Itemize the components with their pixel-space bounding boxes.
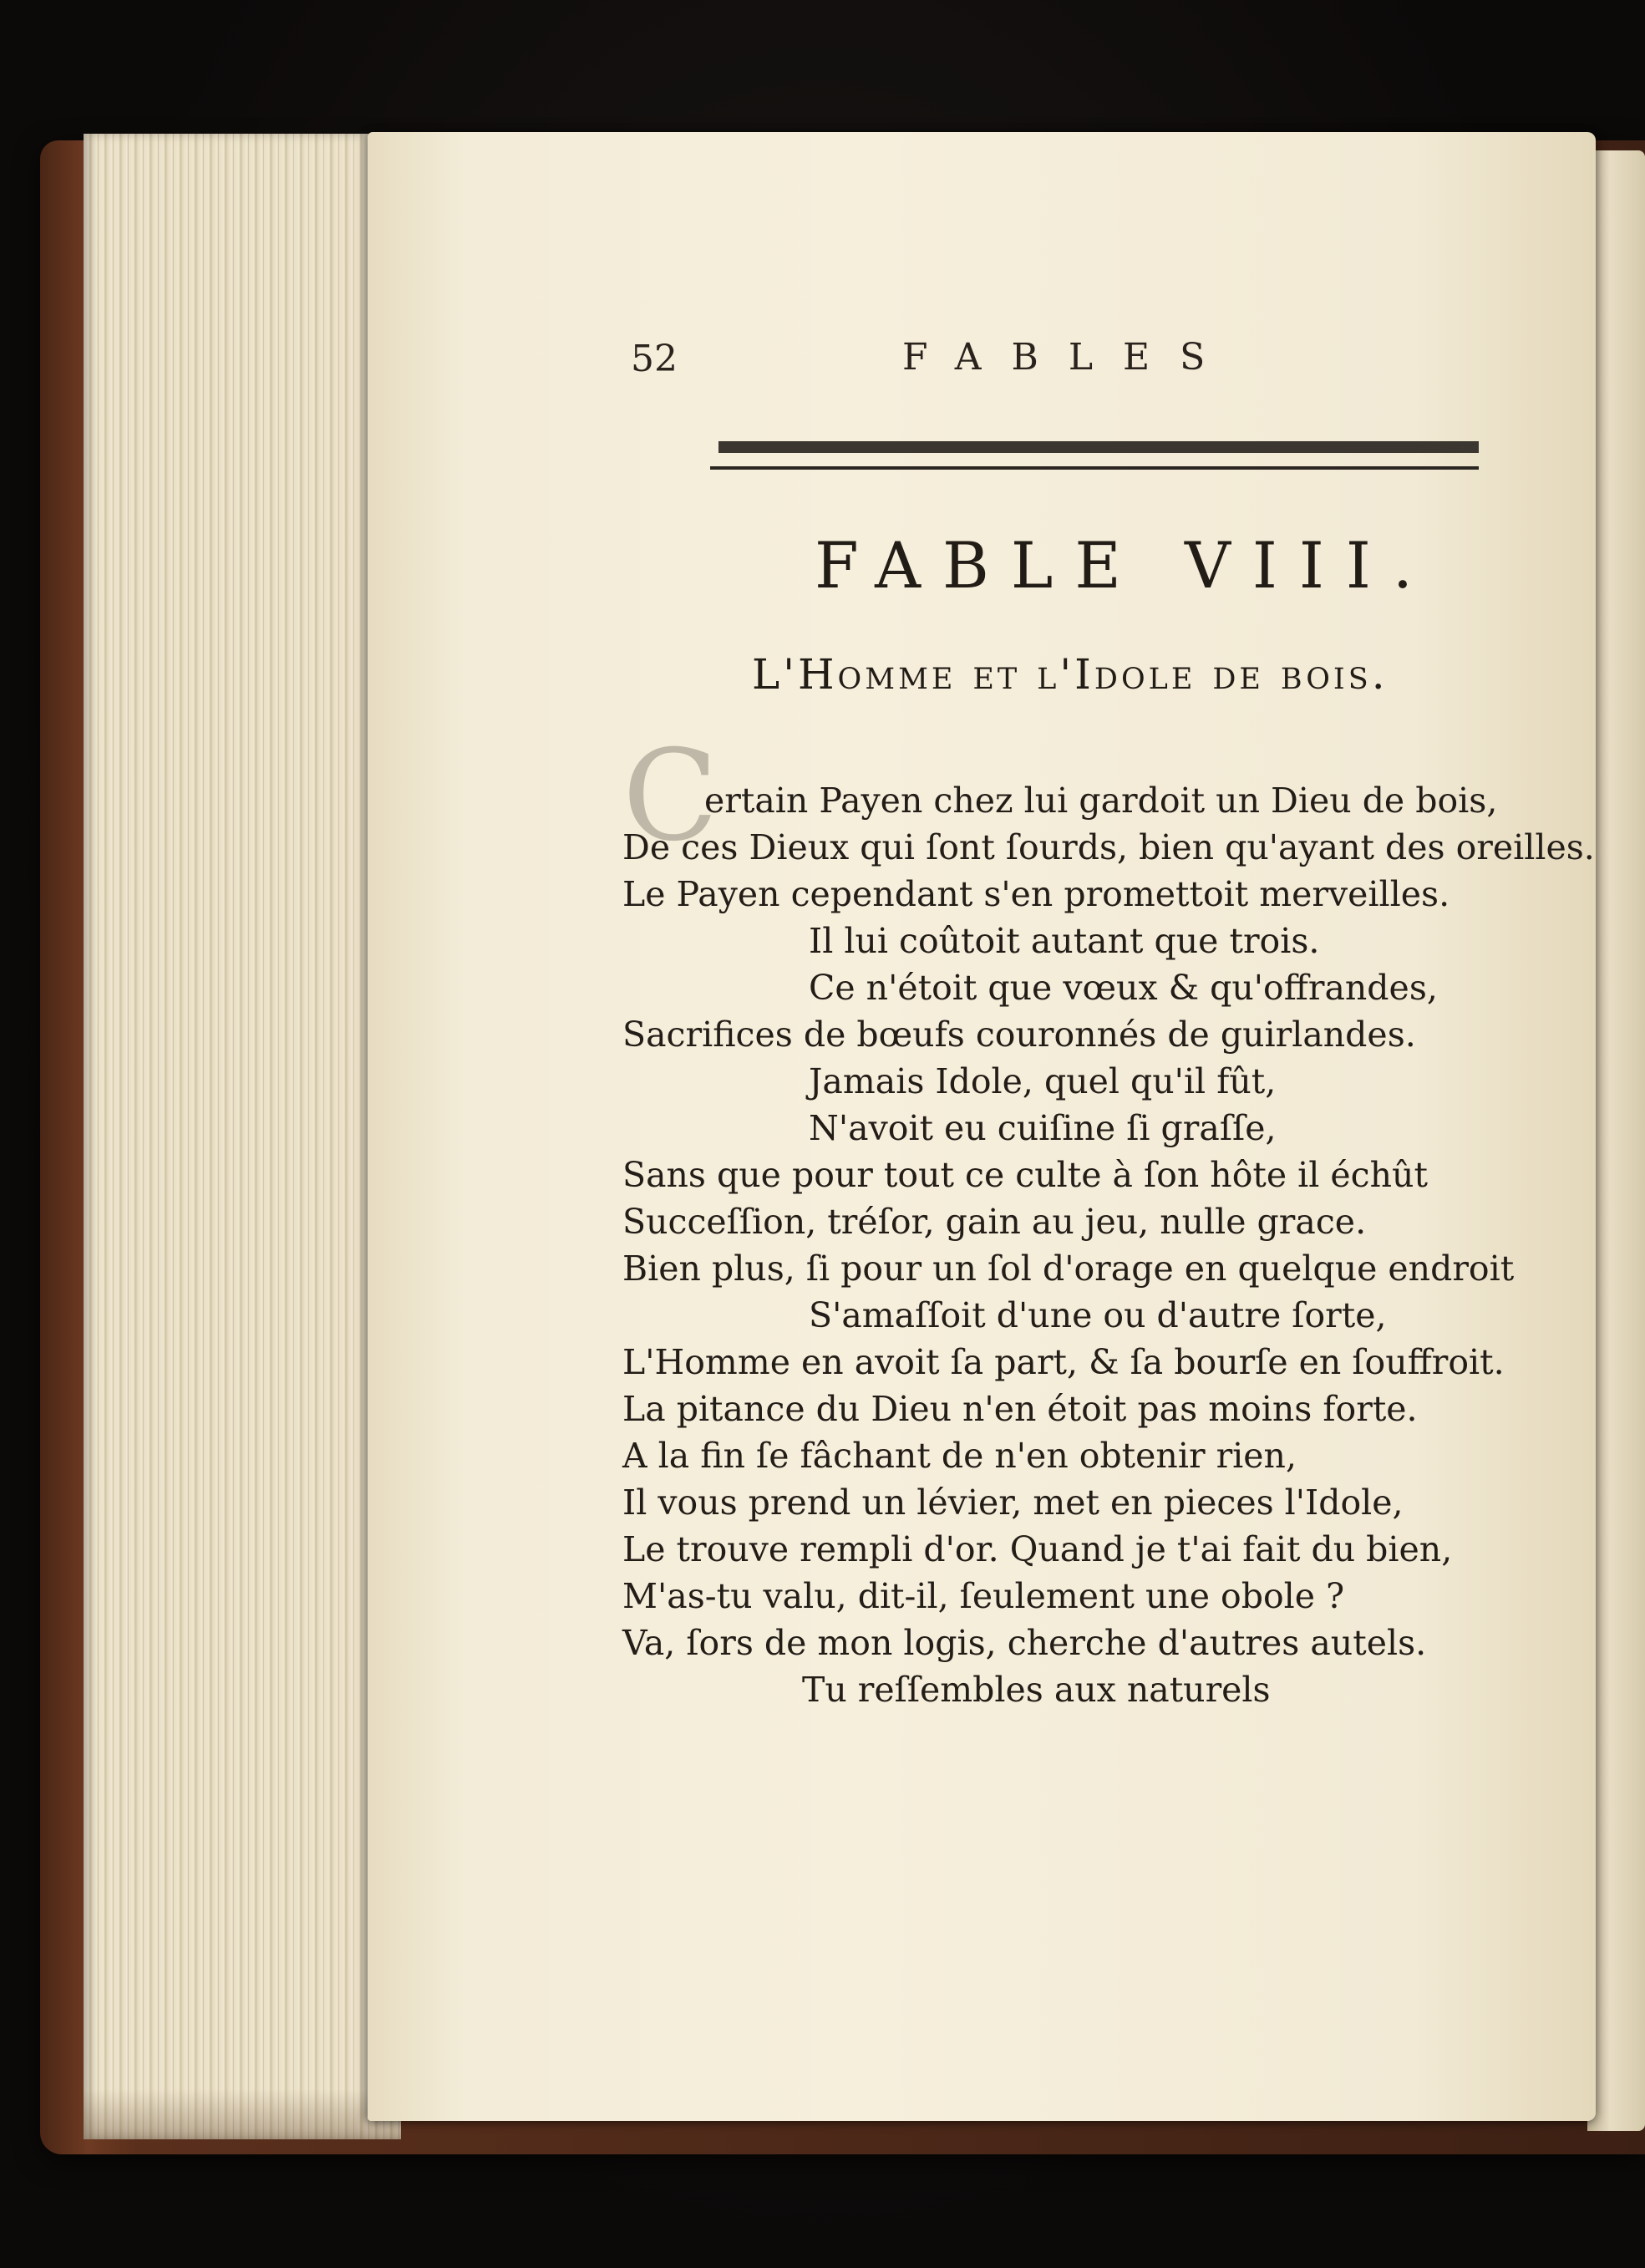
page-edges-stack: [84, 134, 401, 2139]
poem-line: Jamais Idole, quel qu'il fût,: [809, 1061, 1277, 1101]
page-number: 52: [631, 338, 678, 380]
poem-line: Il vous prend un lévier, met en pieces l'Idole,: [622, 1482, 1404, 1523]
poem-line: La pitance du Dieu n'en étoit pas moins forte.: [622, 1389, 1418, 1429]
dropcap-letter: C: [622, 724, 718, 869]
poem-body: [368, 132, 1596, 2121]
poem-line: Le trouve rempli d'or. Quand je t'ai fait du bien,: [622, 1529, 1453, 1569]
poem-line: Succeſſion, tréſor, gain au jeu, nulle grace.: [622, 1202, 1367, 1242]
poem-line: N'avoit eu cuiſine ſi graſſe,: [809, 1108, 1277, 1148]
poem-line: ertain Payen chez lui gardoit un Dieu de bois,: [704, 781, 1498, 821]
poem-line: A la fin ſe fâchant de n'en obtenir rien,: [622, 1436, 1297, 1476]
poem-line: Ce n'étoit que vœux & qu'offrandes,: [809, 968, 1438, 1008]
poem-line: S'amaſſoit d'une ou d'autre ſorte,: [809, 1295, 1387, 1335]
poem-line: M'as-tu valu, dit-il, ſeulement une obole ?: [622, 1576, 1345, 1616]
book-page: [368, 132, 1596, 2121]
poem-line: Sans que pour tout ce culte à ſon hôte il échût: [622, 1155, 1428, 1195]
running-title: FABLES: [902, 336, 1236, 379]
poem-line: L'Homme en avoit ſa part, & ſa bourſe en ſouffroit.: [622, 1342, 1505, 1382]
poem-line: Il lui coûtoit autant que trois.: [809, 921, 1320, 961]
facing-page-edge: [1587, 150, 1645, 2131]
poem-line: Tu reſſembles aux naturels: [802, 1670, 1271, 1710]
poem-line: Sacrifices de bœufs couronnés de guirlandes.: [622, 1014, 1416, 1055]
poem-line: Bien plus, ſi pour un ſol d'orage en quelque endroit: [622, 1248, 1515, 1289]
fable-title: FABLE VIII.: [815, 528, 1435, 603]
poem-line: Le Payen cependant s'en promettoit merveilles.: [622, 874, 1450, 914]
fable-subtitle: L'Homme et l'Idole de bois.: [752, 650, 1389, 699]
poem-line: De ces Dieux qui ſont ſourds, bien qu'ayant des oreilles.: [622, 827, 1595, 867]
poem-line: Va, ſors de mon logis, cherche d'autres autels.: [622, 1623, 1427, 1663]
